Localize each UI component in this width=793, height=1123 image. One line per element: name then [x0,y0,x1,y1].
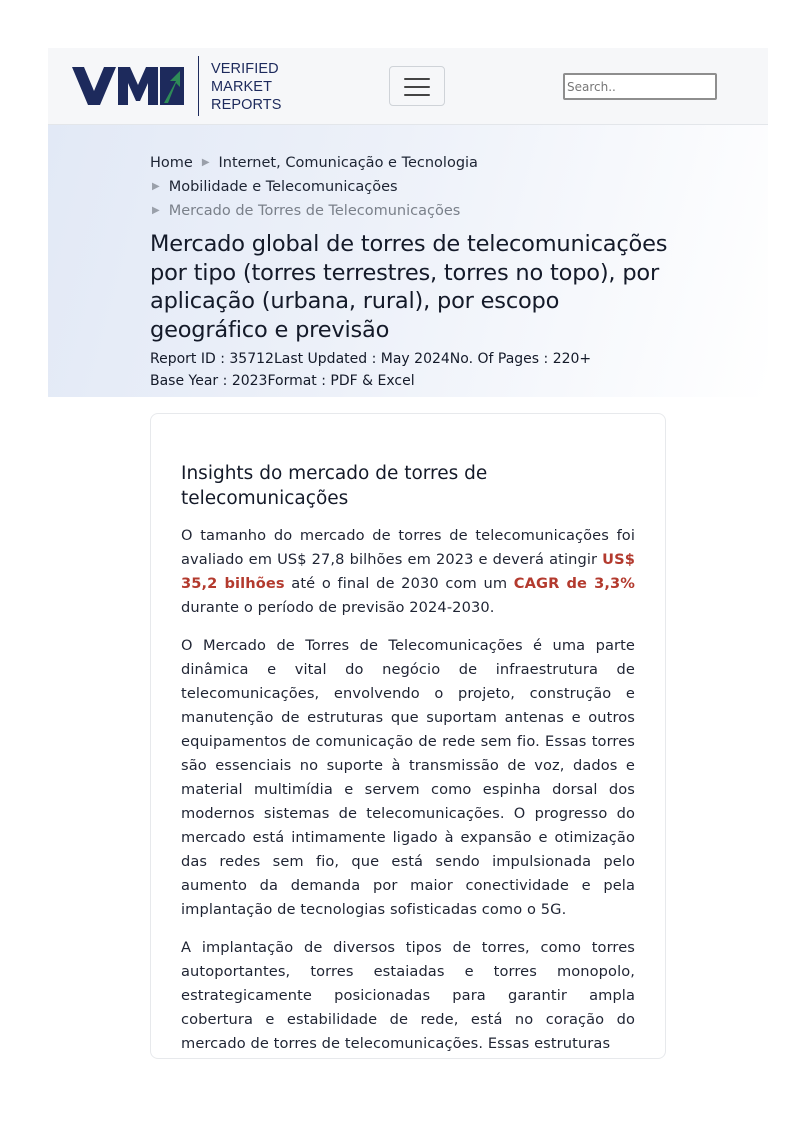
breadcrumb [150,151,478,223]
chevron-right-icon: ▶ [201,157,210,168]
breadcrumb-home-link[interactable]: Home [150,155,193,171]
base-year-value: 2023 [231,373,268,389]
pages-value: 220+ [552,351,592,367]
pages-label: No. Of Pages : [449,351,553,367]
hamburger-icon-line [404,94,430,96]
market-value-highlight: US$ 35,2 bilhões [181,551,635,592]
breadcrumb-level1-link[interactable]: Internet, Comunicação e Tecnologia [218,155,478,171]
last-updated-label: Last Updated : [273,351,381,367]
logo-word: MARKET [211,79,273,95]
cagr-highlight: CAGR de 3,3% [513,575,635,592]
hamburger-menu-button[interactable] [389,66,445,106]
vmr-logo[interactable] [72,67,184,105]
paragraph-text: O tamanho do mercado de torres de telecomunicações foi avaliado em US$ 27,8 bilhões em 2023 e deverá atingir [181,527,635,568]
site-header [48,48,768,125]
page-title: Mercado global de torres de telecomunicações por tipo (torres terrestres, torres no topo), por aplicação (urbana, rural), por escopo geográfico e previsão [150,231,668,343]
format-value: PDF & Excel [330,373,415,389]
report-hero [48,125,768,397]
format-label: Format : [267,373,331,389]
paragraph-text: durante o período de previsão 2024-2030. [181,599,495,616]
hamburger-icon-line [404,86,430,88]
breadcrumb-current: Mercado de Torres de Telecomunicações [168,203,461,219]
chevron-right-icon: ▶ [152,181,160,192]
report-meta [150,348,591,392]
paragraph-text: até o final de 2030 com um [284,575,514,592]
hamburger-icon-line [404,78,430,80]
insights-paragraph [181,524,635,620]
insights-heading: Insights do mercado de torres de telecomunicações [181,463,488,509]
logo-word: VERIFIED [211,61,279,77]
logo-word: REPORTS [211,97,282,113]
insights-paragraph: O Mercado de Torres de Telecomunicações é uma parte dinâmica e vital do negócio de infraestrutura de telecomunicações, envolvendo o projeto, construção e manutenção de estruturas que suportam antenas e outros equipamentos de comunicação de rede sem fio. Essas torres são essenciais no suporte à transmissão de voz, dados e material multimídia e servem como espinha dorsal dos modernos sistemas de telecomunicações. O progresso do mercado está intimamente ligado à expansão e otimização das redes sem fio, que está sendo impulsionada pelo aumento da demanda por maior conectividade e pela implantação de tecnologias sofisticadas como o 5G. [181,637,635,918]
search-input[interactable] [563,73,717,100]
insights-paragraph: A implantação de diversos tipos de torres, como torres autoportantes, torres estaiadas e torres monopolo, estrategicamente posicionadas para garantir ampla cobertura e estabilidade de rede, está no coração do mercado de torres de telecomunicações. Essas estruturas [181,939,635,1052]
breadcrumb-level2-link[interactable]: Mobilidade e Telecomunicações [168,179,398,195]
insights-card [150,413,666,1059]
insights-body [181,524,635,1059]
logo-wordmark [211,60,282,114]
report-id-label: Report ID : [150,351,230,367]
base-year-label: Base Year : [150,373,232,389]
logo-divider [198,56,199,116]
report-id-value: 35712 [229,351,274,367]
chevron-right-icon: ▶ [152,205,160,216]
last-updated-value: May 2024 [380,351,450,367]
